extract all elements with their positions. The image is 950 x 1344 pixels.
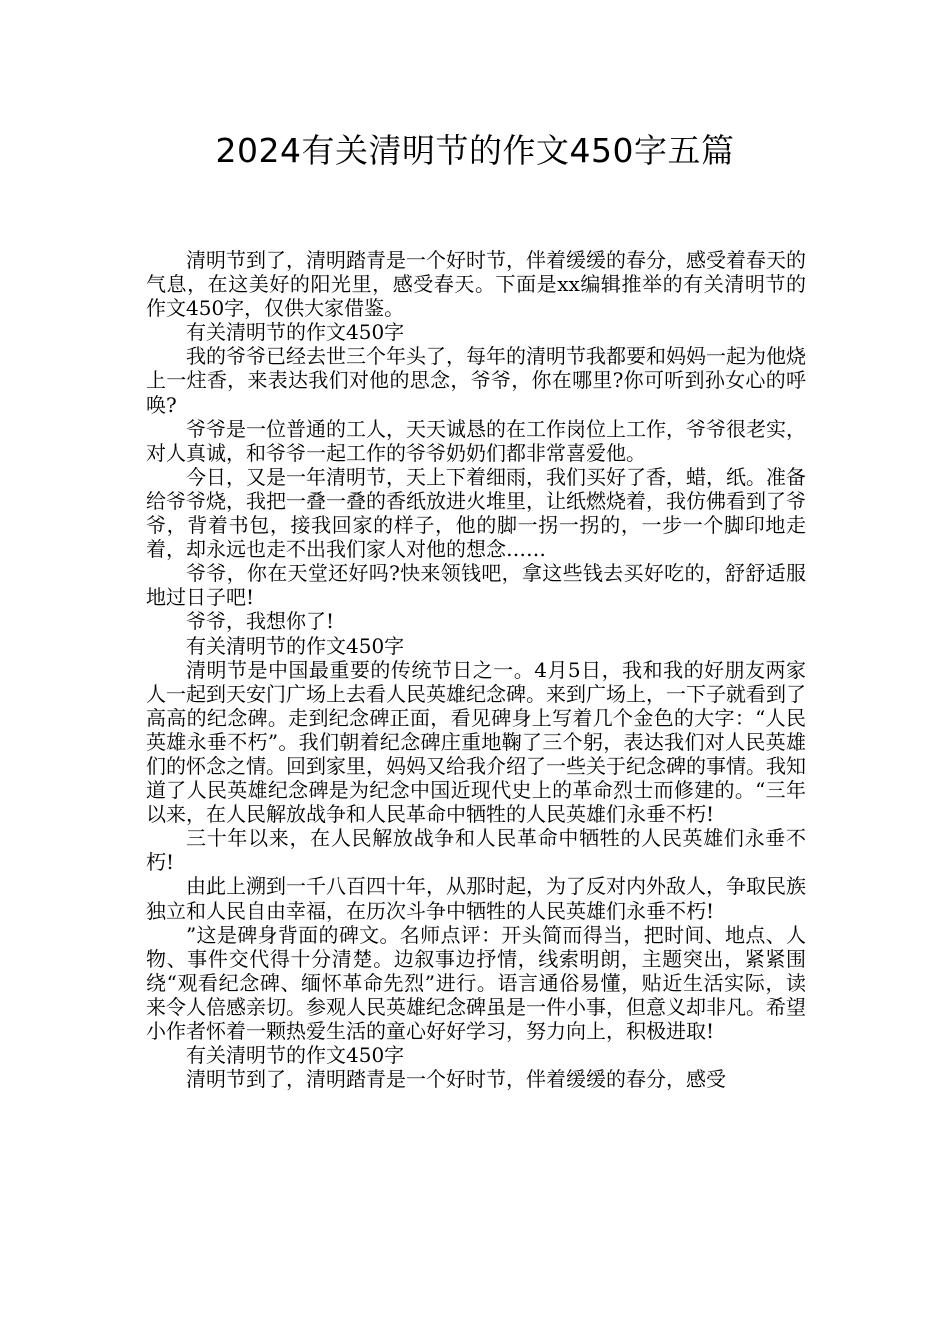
paragraph: 由此上溯到一千八百四十年，从那时起，为了反对内外敌人，争取民族独立和人民自由幸福，在历次斗争中牺牲的人民英雄们永垂不朽! <box>146 874 806 923</box>
paragraph: 今日，又是一年清明节，天上下着细雨，我们买好了香，蜡，纸。准备给爷爷烧，我把一叠一叠的香纸放进火堆里，让纸燃烧着，我仿佛看到了爷爷，背着书包，接我回家的样子，他的脚一拐一拐的，一步一个脚印地走着，却永远也走不出我们家人对他的想念…… <box>146 464 806 562</box>
paragraph: 我的爷爷已经去世三个年头了，每年的清明节我都要和妈妈一起为他烧上一炷香，来表达我们对他的思念，爷爷，你在哪里?你可听到孙女心的呼唤? <box>146 344 806 417</box>
document-title: 2024有关清明节的作文450字五篇 <box>215 131 735 170</box>
essay-heading-2: 有关清明节的作文450字 <box>186 633 405 658</box>
paragraph: ”这是碑身背面的碑文。名师点评：开头简而得当，把时间、地点、人物、事件交代得十分清楚。边叙事边抒情，线索明朗，主题突出，紧紧围绕“观看纪念碑、缅怀革命先烈”进行。语言通俗易懂，贴近生活实际，读来令人倍感亲切。参观人民英雄纪念碑虽是一件小事，但意义却非凡。希望小作者怀着一颗热爱生活的童心好好学习，努力向上，积极进取! <box>146 922 806 1043</box>
paragraph: 清明节是中国最重要的传统节日之一。4月5日，我和我的好朋友两家人一起到天安门广场上去看人民英雄纪念碑。来到广场上，一下子就看到了高高的纪念碑。走到纪念碑正面，看见碑身上写着几个金色的大字：“人民英雄永垂不朽”。我们朝着纪念碑庄重地鞠了三个躬，表达我们对人民英雄们的怀念之情。回到家里，妈妈又给我介绍了一些关于纪念碑的事情。我知道了人民英雄纪念碑是为纪念中国近现代史上的革命烈士而修建的。“三年以来，在人民解放战争和人民革命中牺牲的人民英雄们永垂不朽! <box>146 657 806 827</box>
paragraph-intro: 清明节到了，清明踏青是一个好时节，伴着缓缓的春分，感受着春天的气息，在这美好的阳光里，感受春天。下面是xx编辑推举的有关清明节的作文450字，仅供大家借鉴。 <box>146 248 806 321</box>
document-body <box>146 248 806 1091</box>
paragraph: 清明节到了，清明踏青是一个好时节，伴着缓缓的春分，感受 <box>186 1067 726 1092</box>
paragraph: 三十年以来，在人民解放战争和人民革命中牺牲的人民英雄们永垂不朽! <box>146 826 806 875</box>
paragraph: 爷爷，我想你了! <box>186 609 335 634</box>
paragraph: 爷爷是一位普通的工人，天天诚恳的在工作岗位上工作，爷爷很老实，对人真诚，和爷爷一起工作的爷爷奶奶们都非常喜爱他。 <box>146 416 806 465</box>
paragraph: 爷爷，你在天堂还好吗?快来领钱吧，拿这些钱去买好吃的，舒舒适服地过日子吧! <box>146 561 806 610</box>
essay-heading-3: 有关清明节的作文450字 <box>186 1043 405 1068</box>
essay-heading-1: 有关清明节的作文450字 <box>186 320 405 345</box>
